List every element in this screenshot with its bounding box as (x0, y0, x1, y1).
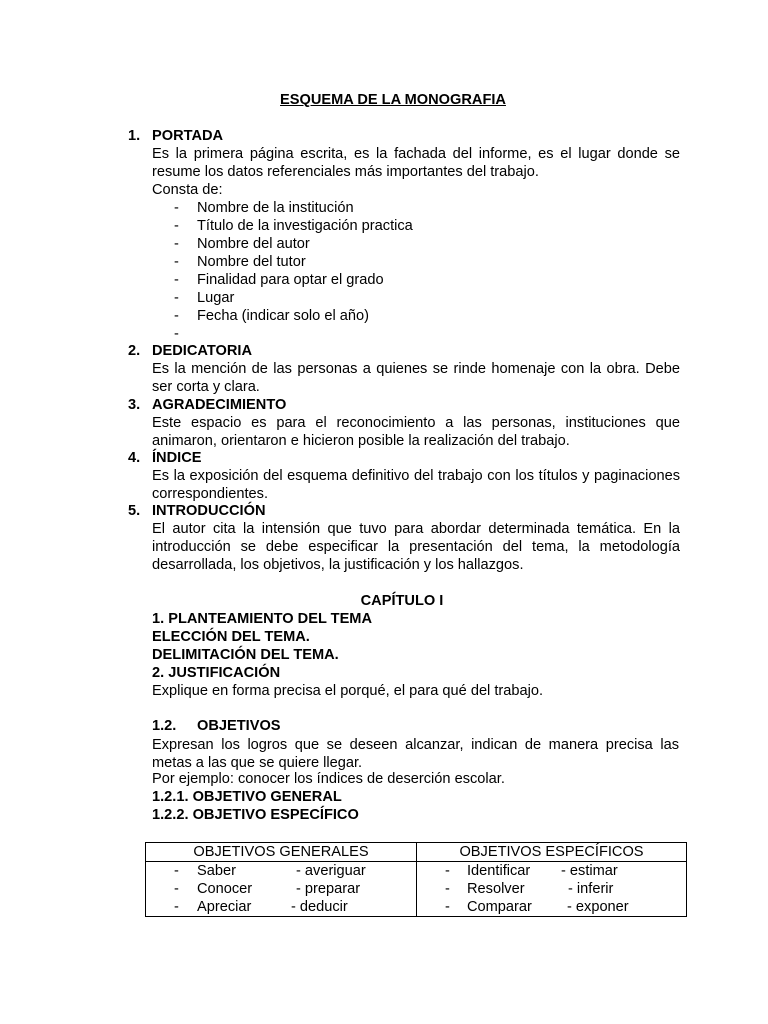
section-heading: ÍNDICE (152, 450, 202, 466)
section-number: 5. (128, 503, 141, 519)
list-item: - Nombre del tutor (174, 254, 306, 270)
section-text: El autor cita la intensión que tuvo para abordar determinada temática. En la introducción se debe especificar la presentación del tema, la metodología desarrollada, los objetivos, la justificación y los hallazgos. (152, 521, 680, 573)
objetivos-text: Expresan los logros que se deseen alcanzar, indican de manera precisa las metas a las que se quiere llegar. (152, 737, 679, 771)
list-item: - Fecha (indicar solo el año) (174, 308, 369, 324)
list-item: - Lugar (174, 290, 235, 306)
section-heading: AGRADECIMIENTO (152, 397, 287, 413)
section-text: Es la primera página escrita, es la fachada del informe, es el lugar donde se resume los datos referenciales más importantes del trabajo. (152, 146, 680, 180)
table-row: - Apreciar - deducir (174, 899, 348, 915)
table-row: - Identificar - estimar (445, 863, 618, 879)
table-cell-generales (146, 862, 417, 917)
section-heading: DEDICATORIA (152, 343, 252, 359)
list-item: - (174, 326, 179, 342)
table-row: - Saber - averiguar (174, 863, 366, 879)
section-number: 1. (128, 128, 141, 144)
section-heading: INTRODUCCIÓN (152, 503, 266, 519)
objetivos-number: 1.2. (152, 718, 177, 734)
chapter-title: CAPÍTULO I (360, 593, 444, 609)
section-portada (128, 127, 680, 343)
justificacion-text: Explique en forma precisa el porqué, el para qué del trabajo. (152, 683, 544, 699)
section-indice (128, 449, 680, 503)
section-dedicatoria (128, 342, 680, 396)
objetivo-especifico-heading: 1.2.2. OBJETIVO ESPECÍFICO (152, 807, 359, 823)
objetivos-table (145, 842, 687, 917)
objetivo-general-heading: 1.2.1. OBJETIVO GENERAL (152, 789, 342, 805)
objetivos-heading: OBJETIVOS (197, 718, 281, 734)
section-number: 2. (128, 343, 141, 359)
section-agradecimiento (128, 396, 680, 450)
section-text: Es la mención de las personas a quienes se rinde homenaje con la obra. Debe ser corta y clara. (152, 361, 680, 395)
portada-list (174, 199, 680, 343)
section-subtext: Consta de: (152, 182, 223, 198)
planteamiento-heading: 1. PLANTEAMIENTO DEL TEMA (152, 611, 373, 627)
section-introduccion (128, 502, 680, 574)
document-title: ESQUEMA DE LA MONOGRAFIA (280, 92, 506, 108)
ejemplo-text: Por ejemplo: conocer los índices de deserción escolar. (152, 771, 505, 787)
table-row: - Conocer - preparar (174, 881, 361, 897)
list-item: - Nombre del autor (174, 236, 310, 252)
delimitacion-heading: DELIMITACIÓN DEL TEMA. (152, 647, 339, 663)
table-row: - Resolver - inferir (445, 881, 614, 897)
section-heading: PORTADA (152, 128, 224, 144)
justificacion-heading: 2. JUSTIFICACIÓN (152, 665, 281, 681)
eleccion-heading: ELECCIÓN DEL TEMA. (152, 629, 310, 645)
section-text: Este espacio es para el reconocimiento a las personas, instituciones que animaron, orientaron e hicieron posible la realización del trabajo. (152, 415, 680, 449)
section-text: Es la exposición del esquema definitivo del trabajo con los títulos y paginaciones correspondientes. (152, 468, 680, 502)
list-item: - Finalidad para optar el grado (174, 272, 384, 288)
list-item: - Título de la investigación practica (174, 218, 413, 234)
list-item: - Nombre de la institución (174, 200, 354, 216)
table-header-especificos: OBJETIVOS ESPECÍFICOS (417, 843, 687, 862)
table-cell-especificos (417, 862, 687, 917)
table-header-generales: OBJETIVOS GENERALES (146, 843, 417, 862)
table-row: - Comparar - exponer (445, 899, 629, 915)
section-number: 3. (128, 397, 141, 413)
section-number: 4. (128, 450, 141, 466)
